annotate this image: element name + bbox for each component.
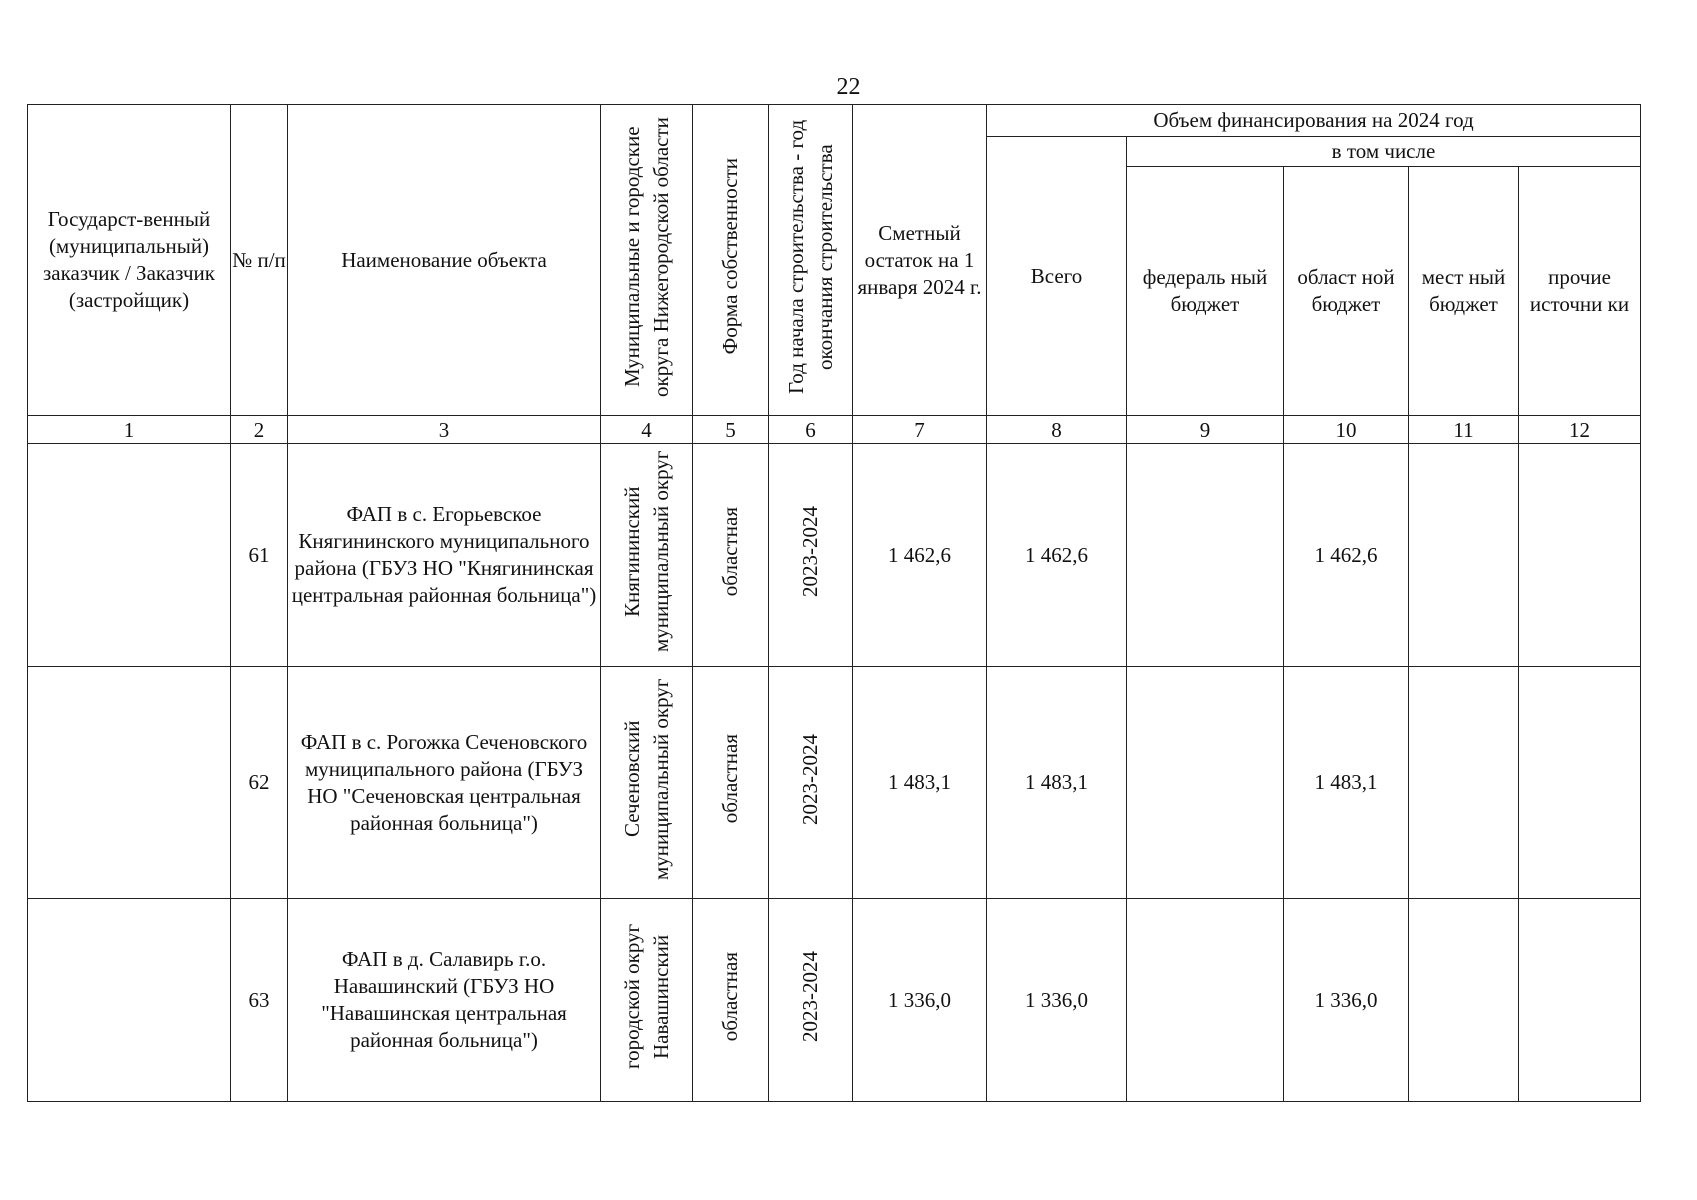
header-num: № п/п <box>231 105 288 416</box>
column-number: 7 <box>853 416 987 444</box>
customer-cell <box>28 667 231 899</box>
municipality-cell <box>601 444 693 667</box>
financing-table <box>27 104 1641 1102</box>
regional-value: 1 483,1 <box>1284 667 1409 899</box>
header-total: Всего <box>987 137 1127 416</box>
column-number: 12 <box>1519 416 1641 444</box>
column-number: 1 <box>28 416 231 444</box>
federal-value <box>1127 899 1284 1102</box>
column-number: 5 <box>693 416 769 444</box>
customer-cell <box>28 899 231 1102</box>
regional-value: 1 462,6 <box>1284 444 1409 667</box>
header-federal: федераль ный бюджет <box>1127 167 1284 416</box>
row-number: 61 <box>231 444 288 667</box>
customer-cell <box>28 444 231 667</box>
column-number: 9 <box>1127 416 1284 444</box>
header-financing: Объем финансирования на 2024 год <box>987 105 1641 137</box>
header-object-name: Наименование объекта <box>288 105 601 416</box>
column-number: 8 <box>987 416 1127 444</box>
years-cell <box>769 899 853 1102</box>
table-row <box>28 667 1641 899</box>
header-municipality: Муниципальные и городские округа Нижегородской области <box>619 116 673 397</box>
total-value: 1 336,0 <box>987 899 1127 1102</box>
table-row <box>28 444 1641 667</box>
ownership: областная <box>718 951 742 1042</box>
header-years-cell <box>769 105 853 416</box>
header-ownership: Форма собственности <box>718 158 742 355</box>
local-value <box>1409 667 1519 899</box>
federal-value <box>1127 667 1284 899</box>
row-number: 63 <box>231 899 288 1102</box>
header-customer: Государст-венный (муниципальный) заказчик / Заказчик (застройщик) <box>28 105 231 416</box>
estimate-value: 1 483,1 <box>853 667 987 899</box>
header-regional: област ной бюджет <box>1284 167 1409 416</box>
ownership-cell <box>693 444 769 667</box>
construction-years: 2023-2024 <box>798 733 822 825</box>
estimate-value: 1 462,6 <box>853 444 987 667</box>
header-estimate: Сметный остаток на 1 января 2024 г. <box>853 105 987 416</box>
header-municipality-cell <box>601 105 693 416</box>
object-name: ФАП в д. Салавирь г.о. Навашинский (ГБУЗ НО "Навашинская центральная районная больница") <box>288 899 601 1102</box>
total-value: 1 483,1 <box>987 667 1127 899</box>
object-name: ФАП в с. Егорьевское Княгининского муниципального района (ГБУЗ НО "Княгининская центральная районная больница") <box>288 444 601 667</box>
column-number: 4 <box>601 416 693 444</box>
header-row <box>28 105 1641 137</box>
column-number: 10 <box>1284 416 1409 444</box>
header-ownership-cell <box>693 105 769 416</box>
column-number-row <box>28 416 1641 444</box>
ownership-cell <box>693 899 769 1102</box>
local-value <box>1409 444 1519 667</box>
object-name: ФАП в с. Рогожка Сеченовского муниципального района (ГБУЗ НО "Сеченовская центральная районная больница") <box>288 667 601 899</box>
column-number: 2 <box>231 416 288 444</box>
municipality: Княгининский муниципальный округ <box>619 450 673 653</box>
federal-value <box>1127 444 1284 667</box>
years-cell <box>769 444 853 667</box>
local-value <box>1409 899 1519 1102</box>
row-number: 62 <box>231 667 288 899</box>
total-value: 1 462,6 <box>987 444 1127 667</box>
other-value <box>1519 899 1641 1102</box>
header-years: Год начала строительства - год окончания строительства <box>783 119 837 394</box>
construction-years: 2023-2024 <box>798 506 822 597</box>
other-value <box>1519 444 1641 667</box>
table-row <box>28 899 1641 1102</box>
column-number: 3 <box>288 416 601 444</box>
municipality: городской округ Навашинский <box>619 923 673 1070</box>
header-other: прочие источни ки <box>1519 167 1641 416</box>
estimate-value: 1 336,0 <box>853 899 987 1102</box>
regional-value: 1 336,0 <box>1284 899 1409 1102</box>
header-including: в том числе <box>1127 137 1641 167</box>
municipality: Сеченовский муниципальный округ <box>619 678 673 880</box>
header-local: мест ный бюджет <box>1409 167 1519 416</box>
municipality-cell <box>601 667 693 899</box>
ownership-cell <box>693 667 769 899</box>
column-number: 6 <box>769 416 853 444</box>
other-value <box>1519 667 1641 899</box>
municipality-cell <box>601 899 693 1102</box>
ownership: областная <box>718 734 742 824</box>
column-number: 11 <box>1409 416 1519 444</box>
ownership: областная <box>718 506 742 597</box>
years-cell <box>769 667 853 899</box>
construction-years: 2023-2024 <box>798 951 822 1042</box>
page-number: 22 <box>836 74 861 100</box>
